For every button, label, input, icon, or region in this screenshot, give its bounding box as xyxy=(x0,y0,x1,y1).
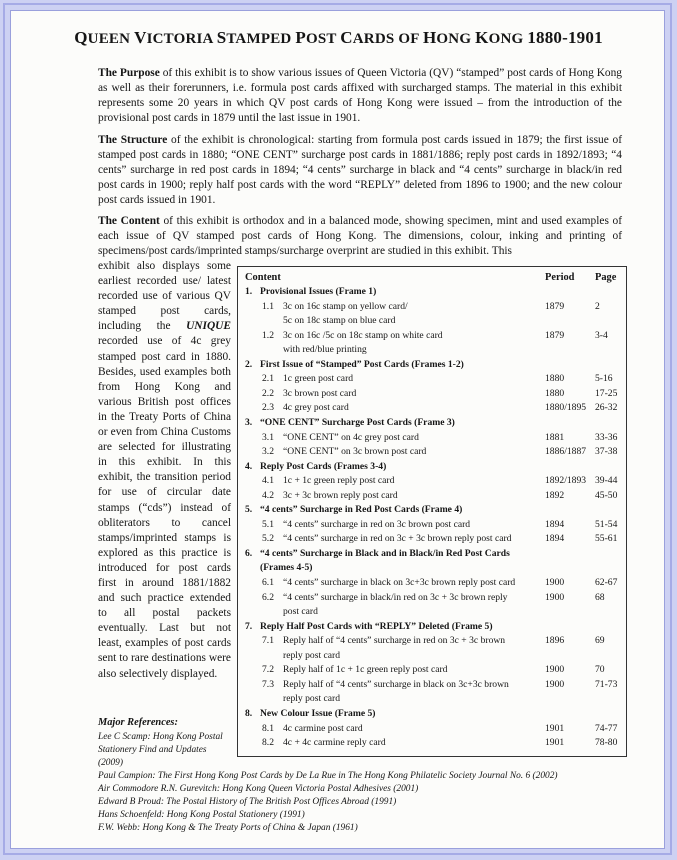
item-label-continued: reply post card xyxy=(283,693,341,705)
item-period: 1894 xyxy=(545,533,565,545)
item-label: 4c grey post card xyxy=(283,402,349,414)
item-period: 1879 xyxy=(545,329,565,341)
item-label: Reply half of “4 cents” surcharge in black on 3c+3c brown xyxy=(283,678,509,690)
item-period: 1880 xyxy=(545,373,565,385)
item-label-continued: post card xyxy=(283,606,318,618)
reference-item: Lee C Scamp: Hong Kong Postal xyxy=(98,732,223,742)
item-number: 7.3 xyxy=(262,678,274,690)
section-number: 1. xyxy=(245,286,253,297)
item-number: 6.2 xyxy=(262,591,274,603)
item-period: 1880 xyxy=(545,387,565,399)
item-number: 1.1 xyxy=(262,300,274,312)
item-period: 1879 xyxy=(545,300,565,312)
section-title: Reply Half Post Cards with “REPLY” Deleted (Frame 5) xyxy=(260,620,493,632)
item-page: 17-25 xyxy=(595,387,618,399)
item-period: 1900 xyxy=(545,664,565,676)
item-label-continued: reply post card xyxy=(283,649,341,661)
item-page: 51-54 xyxy=(595,518,618,530)
item-number: 7.2 xyxy=(262,664,274,676)
section-number: 5. xyxy=(245,504,253,516)
header-content: Content xyxy=(245,272,281,283)
section-number: 2. xyxy=(245,358,253,370)
item-label: “ONE CENT” on 4c grey post card xyxy=(283,431,419,443)
item-number: 2.2 xyxy=(262,387,274,399)
item-page: 69 xyxy=(595,635,605,647)
reference-item: (2009) xyxy=(98,758,123,768)
item-period: 1892 xyxy=(545,489,565,501)
item-number: 2.3 xyxy=(262,402,274,414)
item-period: 1886/1887 xyxy=(545,446,587,458)
header-period: Period xyxy=(545,272,575,283)
item-period: 1880/1895 xyxy=(545,402,587,414)
item-period: 1892/1893 xyxy=(545,475,587,487)
item-number: 7.1 xyxy=(262,635,274,647)
item-period: 1896 xyxy=(545,635,565,647)
reference-item: Hans Schoenfeld: Hong Kong Postal Stationery (1991) xyxy=(98,810,305,820)
reference-item: F.W. Webb: Hong Kong & The Treaty Ports of China & Japan (1961) xyxy=(98,823,358,833)
item-label-continued: with red/blue printing xyxy=(283,344,367,356)
item-number: 3.2 xyxy=(262,446,274,458)
section-title-continued: (Frames 4-5) xyxy=(260,562,313,574)
item-page: 37-38 xyxy=(595,446,618,458)
item-label: 3c + 3c brown reply post card xyxy=(283,489,398,501)
item-page: 71-73 xyxy=(595,678,618,690)
item-page: 70 xyxy=(595,664,605,676)
item-label: Reply half of “4 cents” surcharge in red on 3c + 3c brown xyxy=(283,635,506,647)
item-label: 3c on 16c /5c on 18c stamp on white card xyxy=(283,329,443,341)
item-number: 8.2 xyxy=(262,737,274,749)
section-title: “4 cents” Surcharge in Red Post Cards (Frame 4) xyxy=(260,504,463,516)
item-page: 33-36 xyxy=(595,431,618,443)
item-period: 1900 xyxy=(545,591,565,603)
content-paragraph: The Content of this exhibit is orthodox and in a balanced mode, showing specimen, mint and used examples of each issue of QV stamped post cards of Hong Kong. The dimensions, colour, inking and printing of specimens/post cards/imprinted stamps/surcharge overprint are studied in this exhibit. This xyxy=(98,215,623,258)
reference-item: Air Commodore R.N. Gurevitch: Hong Kong Queen Victoria Postal Adhesives (2001) xyxy=(98,784,419,794)
reference-item: Stationery Find and Updates xyxy=(98,745,207,755)
item-page: 26-32 xyxy=(595,402,618,414)
item-label: 3c on 16c stamp on yellow card/ xyxy=(283,300,408,312)
reference-item: Edward B Proud: The Postal History of The British Post Offices Abroad (1991) xyxy=(98,797,397,807)
item-period: 1901 xyxy=(545,737,565,749)
section-number: 8. xyxy=(245,707,253,719)
item-label: 3c brown post card xyxy=(283,387,357,399)
item-number: 3.1 xyxy=(262,431,274,443)
item-label: “4 cents” surcharge in black on 3c+3c brown reply post card xyxy=(283,577,516,588)
item-number: 4.1 xyxy=(262,475,274,487)
item-label: “ONE CENT” on 3c brown post card xyxy=(283,446,427,458)
item-period: 1900 xyxy=(545,678,565,690)
structure-paragraph: The Structure of the exhibit is chronological: starting from formula post cards issued in 1879; the first issue of stamped post cards in 1880; “ONE CENT” surcharge post cards in 1881/1886; reply post cards in 1892/1893; “4 cents” surcharge in red post cards in 1894; “4 cents” surcharge in black and “4 cents” surcharge in black/in red post cards in 1900; reply half post cards with the word “REPLY” deleted from 1896 to 1900; and the new colour post cards issued in 1901. xyxy=(98,134,622,207)
item-page: 2 xyxy=(595,300,600,312)
reference-item: Paul Campion: The First Hong Kong Post Cards by De La Rue in The Hong Kong Philatelic Society Journal No. 6 (2002) xyxy=(98,771,558,781)
item-period: 1894 xyxy=(545,518,565,530)
item-label: “4 cents” surcharge in black/in red on 3c + 3c brown reply xyxy=(283,591,508,603)
item-number: 1.2 xyxy=(262,329,274,341)
item-label: 4c + 4c carmine reply card xyxy=(283,737,386,749)
item-page: 45-50 xyxy=(595,489,618,501)
contents-table xyxy=(237,266,627,757)
item-label: 1c + 1c green reply post card xyxy=(283,475,395,487)
section-title: Provisional Issues (Frame 1) xyxy=(260,286,377,297)
item-number: 5.2 xyxy=(262,533,274,545)
item-label-continued: 5c on 18c stamp on blue card xyxy=(283,315,396,327)
item-label: “4 cents” surcharge in red on 3c + 3c brown reply post card xyxy=(283,533,512,545)
section-title: Reply Post Cards (Frames 3-4) xyxy=(260,460,387,472)
item-number: 6.1 xyxy=(262,577,274,588)
section-number: 3. xyxy=(245,416,253,428)
section-title: First Issue of “Stamped” Post Cards (Frames 1-2) xyxy=(260,358,464,370)
item-page: 68 xyxy=(595,591,605,603)
item-page: 62-67 xyxy=(595,577,618,588)
page-title: QUEEN VICTORIA STAMPED POST CARDS OF HONG KONG 1880-1901 xyxy=(74,28,603,47)
item-number: 4.2 xyxy=(262,489,274,501)
purpose-paragraph: The Purpose of this exhibit is to show various issues of Queen Victoria (QV) “stamped” post cards of Hong Kong as well as their forerunners, i.e. formula post cards affixed with surcharged stamps. The material in this exhibit represents some 20 years in which QV post cards of Hong Kong were issued – from the introduction of the provisional post cards in 1879 until the last issue in 1901. xyxy=(98,67,623,125)
item-period: 1881 xyxy=(545,431,565,443)
item-page: 3-4 xyxy=(595,329,608,341)
section-title: “4 cents” Surcharge in Black and in Black/in Red Post Cards xyxy=(260,547,510,559)
section-title: “ONE CENT” Surcharge Post Cards (Frame 3) xyxy=(260,416,455,428)
item-number: 8.1 xyxy=(262,722,274,734)
item-label: 1c green post card xyxy=(283,373,354,385)
item-label: Reply half of 1c + 1c green reply post card xyxy=(283,664,448,676)
item-number: 5.1 xyxy=(262,518,274,530)
item-number: 2.1 xyxy=(262,373,274,385)
references-heading: Major References: xyxy=(98,717,178,728)
item-period: 1901 xyxy=(545,722,565,734)
item-page: 55-61 xyxy=(595,533,618,545)
header-page: Page xyxy=(595,272,617,283)
section-number: 4. xyxy=(245,460,253,472)
item-page: 78-80 xyxy=(595,737,618,749)
item-period: 1900 xyxy=(545,577,565,588)
section-title: New Colour Issue (Frame 5) xyxy=(260,707,376,719)
section-number: 7. xyxy=(245,620,253,632)
section-number: 6. xyxy=(245,547,253,559)
item-label: 4c carmine post card xyxy=(283,722,363,734)
item-label: “4 cents” surcharge in red on 3c brown post card xyxy=(283,518,471,530)
item-page: 5-16 xyxy=(595,373,613,385)
item-page: 39-44 xyxy=(595,475,618,487)
item-page: 74-77 xyxy=(595,722,618,734)
content-paragraph-continued: exhibit also displays some earliest recorded use/ latest recorded use of various QV stamped post cards, including the UNIQUE recorded use of 4c grey stamped post card in 1880. Besides, used examples both from Hong Kong and various British post offices in the Treaty Ports of China or even from China Customs are selected for illustrating in this exhibit. In this exhibit, the transition period for use of circular date stamps (“cds”) instead of obliterators to cancel stamps/imprinted stamps is explored as this practice is introduced for post cards first in around 1881/1882 and such practice extended to all postal packets eventually. Last but not least, examples of post cards sent to rare destinations were also selectively displayed. xyxy=(98,260,231,680)
